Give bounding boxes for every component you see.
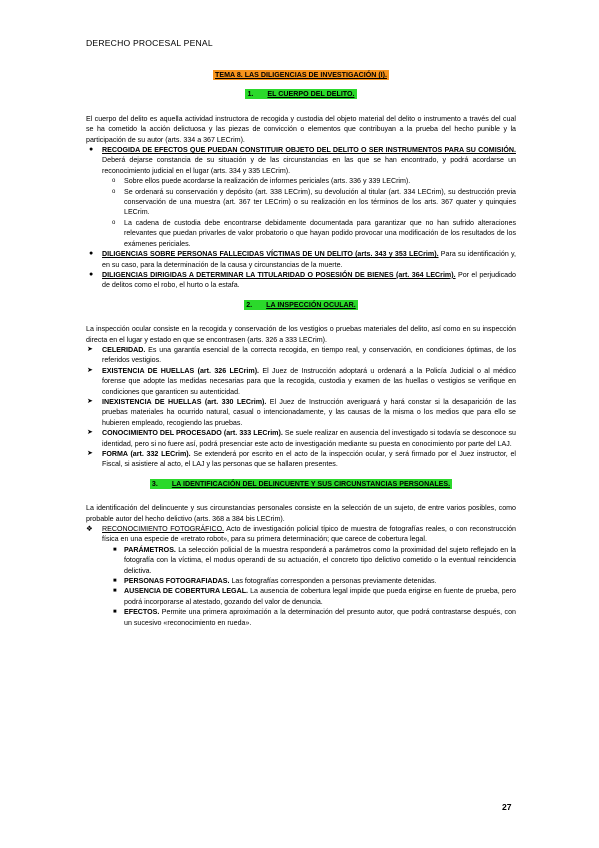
arrow-bullet-icon: ➤ [87, 429, 93, 437]
section-2-title [244, 300, 358, 310]
item-text: Por el perjudicado de delitos como el robo, el hurto o la estafa. [102, 270, 516, 290]
section-1-title-text: EL CUERPO DEL DELITO. [267, 90, 355, 99]
list-item [86, 270, 516, 291]
topic-heading-text: TEMA 8. LAS DILIGENCIAS DE INVESTIGACIÓN (I). [215, 71, 387, 79]
section-2-heading [86, 300, 516, 310]
section-3-title [150, 479, 452, 489]
section-2-number: 2. [246, 300, 253, 309]
item-text: Deberá dejarse constancia de su situación y de las circunstancias en las que se han encontrado, y podrá acordarse un reconocimiento judicial en el lugar (arts. 334 y 335 LECrim). [102, 156, 516, 175]
sub-item-text: La selección policial de la muestra responderá a parámetros como la proximidad del sujeto reflejado en la fotografía con la víctima, el modus operandi de su actuación, el concreto tipo delictivo cometido o la eventual reincidencia delictiva. [124, 545, 516, 575]
circle-bullet-icon: o [112, 188, 116, 195]
item-title: CONOCIMIENTO DEL PROCESADO (art. 333 LECrim). [102, 429, 283, 438]
sub-item [86, 218, 516, 249]
square-bullet-icon: ■ [113, 609, 117, 616]
section-1-intro: El cuerpo del delito es aquella actividad instructora de recogida y custodia del objeto material del delito o instrumento a través del cual se ha cometido la acción delictuosa y las piezas de convicción o elementos que contribuyan a la prueba del hecho punible y la participación de su autor (arts. 334 a 367 LECrim). [86, 114, 516, 144]
item-text: Se suele realizar en ausencia del investigado si todavía se desconoce su identidad, pero si no fuere así, podrá presenciar este acto de investigación mediante su puesta en conocimiento por parte del LAJ. [102, 429, 516, 448]
list-item [86, 449, 516, 470]
diamond-bullet-icon: ❖ [86, 524, 93, 534]
section-2-title-text: LA INSPECCIÓN OCULAR. [266, 300, 356, 309]
sub-item [86, 545, 516, 576]
section-3-intro: La identificación del delincuente y sus circunstancias personales consiste en la selección de un sujeto, de entre varios posibles, como probable autor del hecho delictivo (arts. 368 a 384 bis LECrim). [86, 504, 516, 523]
item-title: DILIGENCIAS DIRIGIDAS A DETERMINAR LA TITULARIDAD O POSESIÓN DE BIENES (art. 364 LECrim). [102, 270, 456, 279]
item-title: RECONOCIMIENTO FOTOGRÁFICO. [102, 525, 225, 534]
sub-item-text: Las fotografías corresponden a personas previamente detenidas. [229, 577, 437, 586]
bullet-icon: ● [89, 270, 94, 278]
sub-item [86, 586, 516, 607]
section-2-intro: La inspección ocular consiste en la recogida y conservación de los vestigios o pruebas materiales del delito, así como en su inspección directa en el lugar y estado en que se encontrasen (arts. 326 a 333 LECrim). [86, 325, 516, 344]
list-item [86, 345, 516, 366]
item-text: El Juez de Instrucción adoptará u ordenará a la Policía Judicial o al médico forense que adopte las medidas necesarias para que la recogida, custodia y examen de las huellas o vestigios se verifique en condiciones que garanticen su autenticidad. [102, 366, 517, 396]
sub-item-title: AUSENCIA DE COBERTURA LEGAL. [124, 587, 249, 596]
arrow-bullet-icon: ➤ [87, 345, 93, 353]
arrow-bullet-icon: ➤ [87, 450, 93, 457]
item-title: DILIGENCIAS SOBRE PERSONAS FALLECIDAS VÍCTIMAS DE UN DELITO (arts. 343 y 353 LECrim). [102, 250, 439, 259]
topic-heading [86, 70, 516, 80]
list-item [86, 145, 516, 176]
square-bullet-icon: ■ [113, 546, 117, 553]
list-item [86, 366, 516, 397]
section-1-number: 1. [247, 90, 254, 99]
list-item [86, 524, 516, 545]
item-text: Se extenderá por escrito en el acto de la inspección ocular, y será firmado por el Juez instructor, el Fiscal, si asistiere al acto, el LAJ y las personas que se hallaren presentes. [102, 450, 516, 469]
circle-bullet-icon: o [112, 219, 116, 226]
item-title: FORMA (art. 332 LECrim). [102, 450, 191, 458]
sub-item [86, 187, 516, 218]
page-number: 27 [502, 802, 512, 812]
sub-item-title: EFECTOS. [124, 608, 160, 617]
circle-bullet-icon: o [112, 178, 116, 185]
bullet-icon: ● [89, 146, 94, 154]
list-item [86, 397, 516, 428]
sub-item-text: La cadena de custodia debe encontrarse debidamente documentada para garantizar que no han sufrido alteraciones relevantes que puedan privarles de valor probatorio o que hayan podido provocar una modificación de los resultados de los exámenes periciales. [124, 218, 516, 248]
sub-item-text: Permite una primera aproximación a la determinación del presunto autor, que podrá contrastarse después, con un sucesivo «reconocimiento en rueda». [124, 608, 516, 627]
sub-item [86, 176, 516, 186]
page-header: DERECHO PROCESAL PENAL [86, 38, 213, 48]
item-title: EXISTENCIA DE HUELLAS (art. 326 LECrim). [102, 366, 260, 375]
section-3-heading [86, 479, 516, 489]
section-3-title-text: LA IDENTIFICACIÓN DEL DELINCUENTE Y SUS CIRCUNSTANCIAS PERSONALES. [171, 479, 451, 488]
square-bullet-icon: ■ [113, 588, 117, 595]
sub-item-text: Se ordenará su conservación y depósito (art. 338 LECrim), su devolución al titular (art. 334 LECrim), su destrucción previa conservación de una muestra (art. 367 ter LECrim) o su realización en los términos de los arts. 367 quater y quinquies LECrim. [124, 187, 516, 217]
item-title: INEXISTENCIA DE HUELLAS (art. 330 LECrim). [102, 397, 267, 406]
sub-item-text: Sobre ellos puede acordarse la realización de informes periciales (arts. 336 y 339 LECrim). [124, 177, 411, 186]
square-bullet-icon: ■ [113, 578, 117, 585]
sub-item [86, 576, 516, 586]
document-body [86, 70, 516, 628]
item-text: Es una garantía esencial de la correcta recogida, en tiempo real, y conservación, en condiciones óptimas, de los referidos vestigios. [102, 345, 516, 365]
sub-item [86, 607, 516, 628]
arrow-bullet-icon: ➤ [87, 366, 93, 374]
section-3-number: 3. [151, 479, 158, 488]
item-title: CELERIDAD. [102, 345, 146, 354]
item-text: Acto de investigación policial típico de muestra de fotografías reales, o con reconstrucción física en una especie de «retrato robot», para su primera determinación; que carece de cobertura legal. [102, 525, 516, 544]
bullet-icon: ● [89, 250, 94, 258]
list-item [86, 249, 516, 270]
sub-item-title: PERSONAS FOTOGRAFIADAS. [124, 577, 230, 586]
list-item [86, 428, 516, 449]
section-1-heading [86, 89, 516, 99]
arrow-bullet-icon: ➤ [87, 397, 93, 405]
section-1-title [245, 89, 356, 99]
sub-item-title: PARÁMETROS. [124, 545, 176, 554]
sub-item-text: La ausencia de cobertura legal impide que pueda erigirse en fuente de prueba, pero podrá incorporarse al atestado, gozando del valor de denuncia. [124, 587, 517, 606]
item-text: Para su identificación y, en su caso, para la determinación de la causa y circunstancias de la muerte. [102, 250, 516, 269]
item-text: El Juez de Instrucción averiguará y hará constar si la desaparición de las pruebas materiales ha ocurrido natural, casual o intencionadamente, y las causas de la misma o los medios que para ello se hubieren empleado, recogiendo las pruebas. [102, 397, 516, 427]
item-title: RECOGIDA DE EFECTOS QUE PUEDAN CONSTITUIR OBJETO DEL DELITO O SER INSTRUMENTOS PARA SU COMISIÓN. [102, 146, 516, 155]
